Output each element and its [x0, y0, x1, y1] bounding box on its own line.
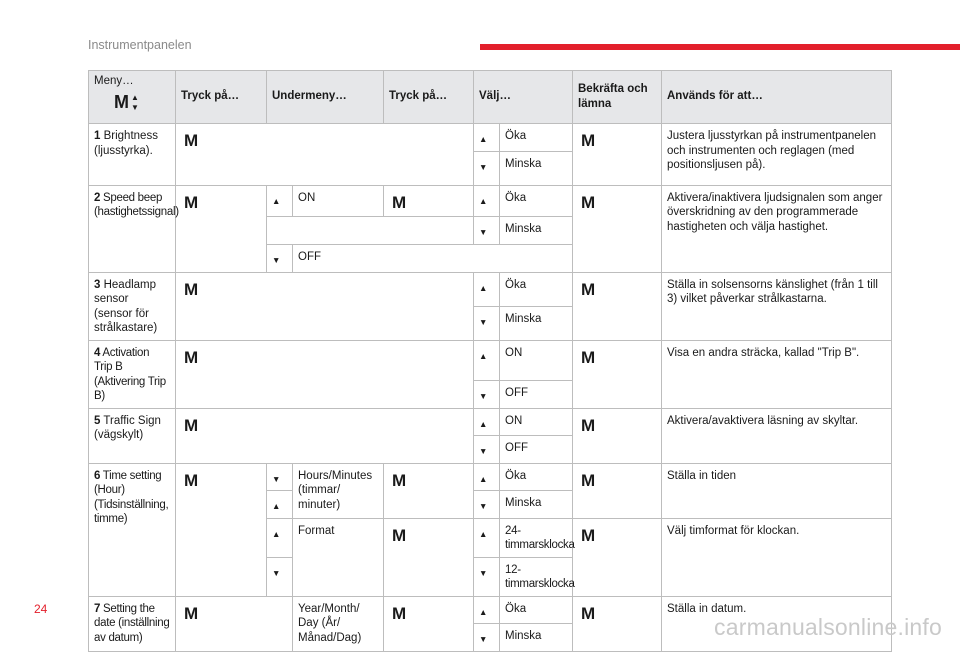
arrow-down-icon: ▼ [272, 567, 281, 578]
menu-updown-icon [114, 93, 170, 113]
up-arrow-cell [267, 518, 293, 557]
table-row [89, 463, 892, 491]
use-description: Aktivera/inaktivera ljudsignalen som anger överskridning av den programmerade hastigheten och välja hastighet. [662, 185, 892, 272]
use-description: Ställa in datum. [662, 596, 892, 652]
row-label: 2 Speed beep (hastighetssignal) [89, 185, 176, 272]
confirm-cell [573, 185, 662, 272]
arrow-down-icon: ▼ [479, 391, 488, 401]
press-cell [176, 408, 474, 463]
row-label: 5 Traffic Sign (vägskylt) [89, 408, 176, 463]
arrow-down-icon: ▼ [479, 161, 488, 172]
press-cell [176, 340, 474, 408]
confirm-cell [573, 518, 662, 596]
confirm-cell [573, 463, 662, 518]
table-row [89, 340, 892, 381]
m-button-icon: M [184, 192, 199, 212]
table-header-row [89, 71, 892, 124]
arrow-down-icon: ▼ [131, 102, 139, 112]
select-value: Minska [500, 151, 573, 185]
use-description: Justera ljusstyrkan på instrumentpanelen och instrumenten och reglagen (med positionsljusen på). [662, 124, 892, 186]
row-label: 4 Activation Trip B (Aktivering Trip B) [89, 340, 176, 408]
arrow-up-icon: ▲ [479, 606, 488, 617]
arrow-up-icon: ▲ [479, 473, 488, 484]
select-value: 12-timmarsklocka [500, 557, 573, 596]
arrow-down-icon: ▼ [479, 227, 488, 237]
m-button-icon: M [581, 470, 596, 490]
select-value: Öka [500, 272, 573, 306]
select-value: OFF [500, 436, 573, 464]
press-cell [176, 185, 267, 272]
watermark: carmanualsonline.info [714, 614, 942, 640]
col-select: Välj… [474, 71, 573, 124]
select-value: Minska [500, 624, 573, 652]
select-value: Minska [500, 491, 573, 519]
m-button-icon: M [184, 279, 199, 299]
m-button-icon: M [184, 470, 199, 490]
up-arrow-cell [474, 124, 500, 152]
m-button-icon: M [184, 347, 199, 367]
up-arrow-cell [474, 518, 500, 557]
m-button-icon: M [581, 279, 596, 299]
use-description: Aktivera/avaktivera läsning av skyltar. [662, 408, 892, 463]
select-value: 24-timmarsklocka [500, 518, 573, 557]
arrow-up-icon: ▲ [131, 92, 139, 102]
use-description: Ställa in tiden [662, 463, 892, 518]
up-arrow-cell [474, 596, 500, 624]
arrow-down-icon: ▼ [479, 567, 488, 578]
row-label: 3 Headlamp sensor (sensor för strålkastare) [89, 272, 176, 340]
up-arrow-cell [267, 491, 293, 519]
arrow-up-icon: ▲ [479, 350, 488, 361]
down-arrow-cell [474, 436, 500, 464]
arrow-up-icon: ▲ [479, 528, 488, 539]
confirm-cell [573, 408, 662, 463]
table-row [89, 272, 892, 306]
col-menu-label: Meny… [94, 75, 134, 87]
up-arrow-cell [474, 272, 500, 306]
select-value: Öka [500, 596, 573, 624]
use-description: Ställa in solsensorns känslighet (från 1 till 3) vilket påverkar strålkastarna. [662, 272, 892, 340]
m-button-icon: M [392, 603, 407, 623]
select-value: Öka [500, 185, 573, 217]
down-arrow-cell [267, 244, 293, 272]
empty-cell [267, 217, 474, 245]
select-value: Öka [500, 124, 573, 152]
m-button-icon: M [392, 192, 407, 212]
press-cell [176, 124, 474, 186]
press-cell [176, 596, 293, 652]
m-button-icon: M [392, 470, 407, 490]
arrow-down-icon: ▼ [272, 254, 281, 265]
up-arrow-cell [474, 185, 500, 217]
m-button-icon: M [114, 92, 129, 113]
submenu-value: Year/Month/ Day (År/ Månad/Dag) [293, 596, 384, 652]
select-value: OFF [500, 381, 573, 409]
arrow-down-icon: ▼ [479, 446, 488, 456]
table-row [89, 185, 892, 217]
up-arrow-cell [474, 463, 500, 491]
col-submenu: Undermeny… [267, 71, 384, 124]
down-arrow-cell [267, 463, 293, 491]
arrow-up-icon: ▲ [479, 195, 488, 206]
arrow-down-icon: ▼ [479, 316, 488, 327]
row-label: 7 Setting the date (inställning av datum) [89, 596, 176, 652]
select-value: ON [500, 408, 573, 436]
table-row [89, 124, 892, 152]
down-arrow-cell [474, 491, 500, 519]
arrow-down-icon: ▼ [272, 473, 281, 484]
confirm-cell [573, 596, 662, 652]
press-cell [384, 463, 474, 518]
down-arrow-cell [474, 151, 500, 185]
arrow-up-icon: ▲ [272, 528, 281, 539]
use-description: Välj timformat för klockan. [662, 518, 892, 596]
submenu-value: ON [293, 185, 384, 217]
down-arrow-cell [474, 557, 500, 596]
down-arrow-cell [474, 306, 500, 340]
select-value: Minska [500, 217, 573, 245]
up-arrow-cell [267, 185, 293, 217]
down-arrow-cell [474, 381, 500, 409]
table-row [89, 408, 892, 436]
m-button-icon: M [184, 603, 199, 623]
select-value: Minska [500, 306, 573, 340]
col-confirm: Bekräfta och lämna [573, 71, 662, 124]
use-description: Visa en andra sträcka, kallad "Trip B". [662, 340, 892, 408]
arrow-up-icon: ▲ [272, 195, 281, 206]
row-label: 1 Brightness (ljusstyrka). [89, 124, 176, 186]
arrow-up-icon: ▲ [479, 282, 488, 293]
press-cell [176, 463, 267, 596]
row-label: 6 Time setting (Hour) (Tidsinställning, timme) [89, 463, 176, 596]
m-button-icon: M [581, 347, 596, 367]
up-arrow-cell [474, 340, 500, 381]
header-accent-bar [480, 44, 960, 50]
m-button-icon: M [581, 192, 596, 212]
m-button-icon: M [581, 131, 596, 150]
confirm-cell [573, 272, 662, 340]
press-cell [384, 518, 474, 596]
arrow-down-icon: ▼ [479, 634, 488, 644]
m-button-icon: M [184, 415, 199, 435]
col-menu [89, 71, 176, 124]
arrow-up-icon: ▲ [479, 134, 488, 144]
submenu-value: OFF [293, 244, 573, 272]
menu-table [88, 70, 892, 652]
arrow-down-icon: ▼ [479, 501, 488, 511]
confirm-cell [573, 124, 662, 186]
m-button-icon: M [184, 131, 199, 150]
submenu-value: Hours/Minutes (timmar/ minuter) [293, 463, 384, 518]
arrow-up-icon: ▲ [479, 418, 488, 429]
col-use: Används för att… [662, 71, 892, 124]
m-button-icon: M [581, 525, 596, 545]
select-value: ON [500, 340, 573, 381]
m-button-icon: M [581, 415, 596, 435]
up-arrow-cell [474, 408, 500, 436]
press-cell [384, 185, 474, 217]
press-cell [176, 272, 474, 340]
down-arrow-cell [267, 557, 293, 596]
m-button-icon: M [392, 525, 407, 545]
arrow-up-icon: ▲ [272, 501, 281, 511]
section-title: Instrumentpanelen [88, 38, 192, 52]
col-press1: Tryck på… [176, 71, 267, 124]
m-button-icon: M [581, 603, 596, 623]
confirm-cell [573, 340, 662, 408]
submenu-value: Format [293, 518, 384, 596]
down-arrow-cell [474, 624, 500, 652]
select-value: Öka [500, 463, 573, 491]
down-arrow-cell [474, 217, 500, 245]
page-number: 24 [34, 602, 48, 616]
press-cell [384, 596, 474, 652]
col-press2: Tryck på… [384, 71, 474, 124]
